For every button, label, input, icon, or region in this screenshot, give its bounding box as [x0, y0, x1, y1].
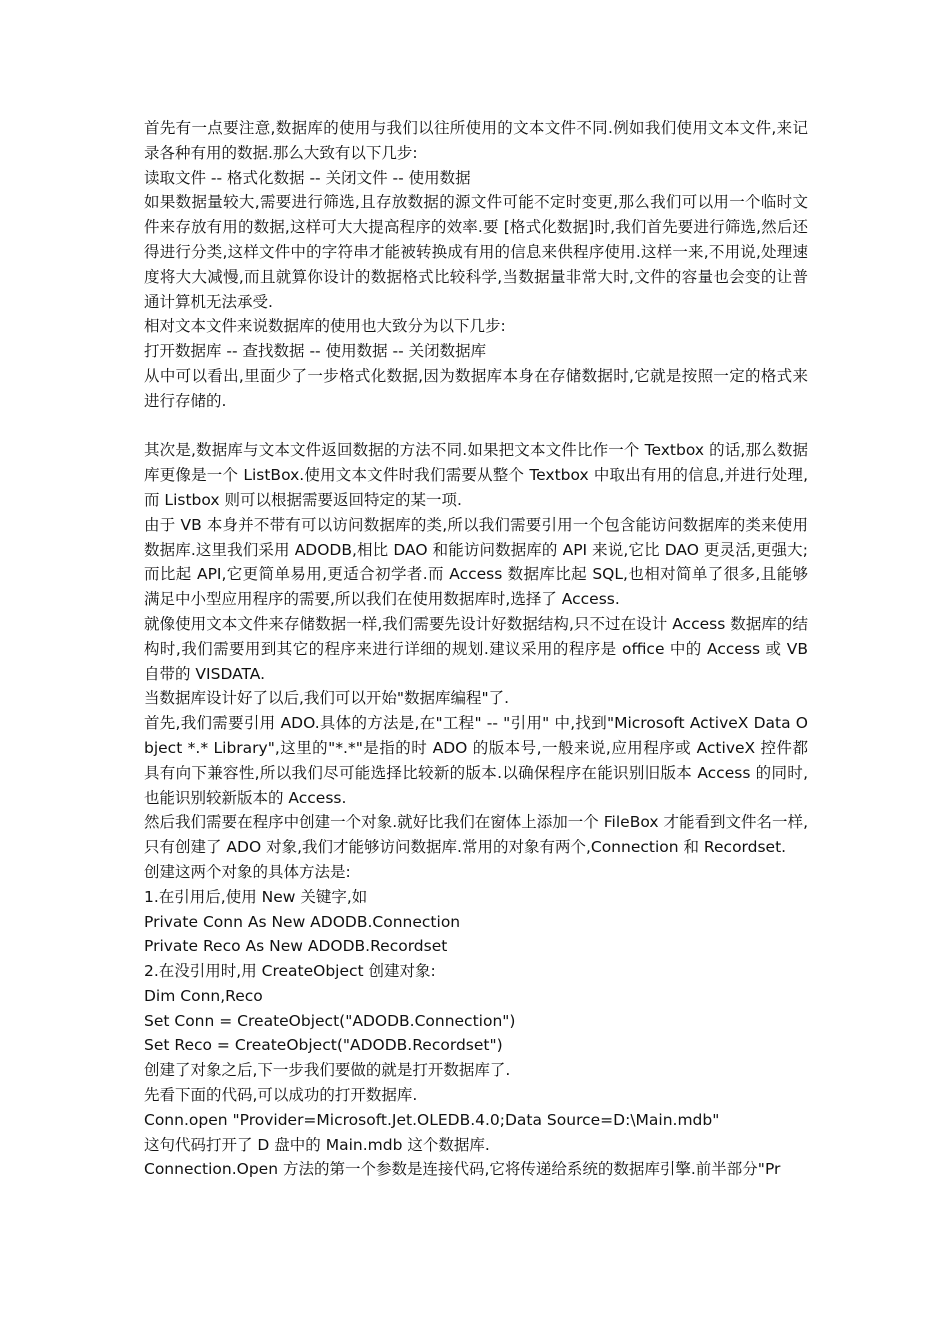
code-line-set-reco: Set Reco = CreateObject("ADODB.Recordset"): [144, 1036, 503, 1055]
code-line-dim: Dim Conn,Reco: [144, 986, 263, 1005]
paragraph-create-methods: 创建这两个对象的具体方法是:: [144, 862, 351, 881]
blank-line: [144, 414, 808, 439]
paragraph-opened-db: 这句代码打开了 D 盘中的 Main.mdb 这个数据库.: [144, 1135, 490, 1154]
paragraph-db-steps: 打开数据库 -- 查找数据 -- 使用数据 -- 关闭数据库: [144, 342, 487, 361]
paragraph-method-createobject: 2.在没引用时,用 CreateObject 创建对象:: [144, 962, 436, 981]
paragraph-text-file-issues: 如果数据量较大,需要进行筛选,且存放数据的源文件可能不定时变更,那么我们可以用一个临时文件来存放有用的数据,这样可大大提高程序的效率.要 [格式化数据]时,我们首先要进行筛选,然后还得进行分类,这样文件中的字符串才能被转换成有用的信息来供程序使用.这样一来,不用说,处理速度将大大减慢,而且就算你设计的数据格式比较科学,当数据量非常大时,文件的容量也会变的让普通计算机无法承受.: [144, 193, 808, 311]
paragraph-db-steps-intro: 相对文本文件来说数据库的使用也大致分为以下几步:: [144, 317, 506, 336]
paragraph-text-file-steps: 读取文件 -- 格式化数据 -- 关闭文件 -- 使用数据: [144, 168, 471, 187]
document-body: [144, 116, 808, 1182]
paragraph-reference-ado: 首先,我们需要引用 ADO.具体的方法是,在"工程" -- "引用" 中,找到"Microsoft ActiveX Data Object *.* Library",这里的"*.*"是指的时 ADO 的版本号,一般来说,应用程序或 ActiveX 控件都具有向下兼容性,所以我们尽可能选择比较新的版本.以确保程序在能识别旧版本 Access 的同时,也能识别较新版本的 Access.: [144, 714, 808, 807]
paragraph-ado-choice: 由于 VB 本身并不带有可以访问数据库的类,所以我们需要引用一个包含能访问数据库的类来使用数据库.这里我们采用 ADODB,相比 DAO 和能访问数据库的 API 来说,它比 DAO 更灵活,更强大;而比起 API,它更简单易用,更适合初学者.而 Access 数据库比起 SQL,也相对简单了很多,且能够满足中小型应用程序的需要,所以我们在使用数据库时,选择了 Access.: [144, 515, 808, 609]
paragraph-db-format: 从中可以看出,里面少了一步格式化数据,因为数据库本身在存储数据时,它就是按照一定的格式来进行存储的.: [144, 366, 808, 410]
paragraph-method-new: 1.在引用后,使用 New 关键字,如: [144, 887, 368, 906]
paragraph-create-object: 然后我们需要在程序中创建一个对象.就好比我们在窗体上添加一个 FileBox 才能看到文件名一样,只有创建了 ADO 对象,我们才能够访问数据库.常用的对象有两个,Connection 和 Recordset.: [144, 813, 808, 857]
paragraph-next-open: 创建了对象之后,下一步我们要做的就是打开数据库了.: [144, 1061, 511, 1080]
code-line-set-conn: Set Conn = CreateObject("ADODB.Connection"): [144, 1011, 516, 1030]
paragraph-data-structure: 就像使用文本文件来存储数据一样,我们需要先设计好数据结构,只不过在设计 Access 数据库的结构时,我们需要用到其它的程序来进行详细的规划.建议采用的程序是 office 中的 Access 或 VB 自带的 VISDATA.: [144, 614, 808, 683]
code-line-conn-open: Conn.open "Provider=Microsoft.Jet.OLEDB.4.0;Data Source=D:\Main.mdb": [144, 1110, 720, 1129]
paragraph-start-db-programming: 当数据库设计好了以后,我们可以开始"数据库编程"了.: [144, 689, 510, 708]
paragraph-intro: 首先有一点要注意,数据库的使用与我们以往所使用的文本文件不同.例如我们使用文本文件,来记录各种有用的数据.那么大致有以下几步:: [144, 119, 808, 162]
paragraph-open-method: Connection.Open 方法的第一个参数是连接代码,它将传递给系统的数据库引擎.前半部分"Pr: [144, 1160, 781, 1179]
code-line-private-reco: Private Reco As New ADODB.Recordset: [144, 937, 448, 956]
paragraph-return-methods: 其次是,数据库与文本文件返回数据的方法不同.如果把文本文件比作一个 Textbox 的话,那么数据库更像是一个 ListBox.使用文本文件时我们需要从整个 Textbox 中取出有用的信息,并进行处理,而 Listbox 则可以根据需要返回特定的某一项.: [144, 441, 808, 509]
code-line-private-conn: Private Conn As New ADODB.Connection: [144, 912, 461, 931]
paragraph-see-code: 先看下面的代码,可以成功的打开数据库.: [144, 1086, 418, 1105]
